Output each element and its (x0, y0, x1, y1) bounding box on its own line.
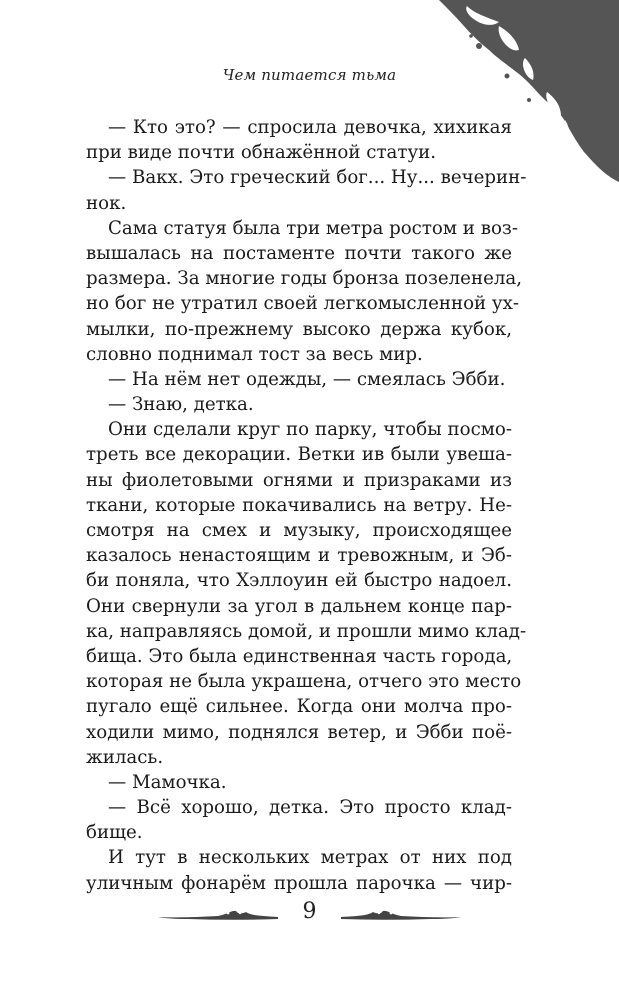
text-line: Они свернули за угол в дальнем конце пар- (86, 595, 512, 617)
text-line: смотря на смех и музыку, происходящее (86, 520, 512, 541)
text-line: ны фиолетовыми огнями и призраками из (86, 469, 512, 491)
text-line: словно поднимал тост за весь мир. (86, 343, 423, 365)
text-line: казалось ненастоящим и тревожным, и Эб- (86, 545, 512, 567)
text-line: би поняла, что Хэллоуин ей быстро надоел. (86, 570, 512, 592)
text-line: которая не была украшена, отчего это место (86, 671, 522, 693)
text-line: бище. (86, 822, 143, 844)
text-line: И тут в нескольких метрах от них под (108, 847, 512, 869)
text-line: но бог не утратил своей легкомысленной ух- (86, 293, 520, 315)
text-line: Сама статуя была три метра ростом и воз- (108, 217, 518, 239)
body-text (86, 115, 527, 896)
text-line: ка, направляясь домой, и прошли мимо клад- (86, 620, 527, 642)
page-footer (0, 896, 619, 936)
text-line: — На нём нет одежды, — смеялась Эбби. (108, 368, 506, 390)
text-line: — Вакх. Это греческий бог... Ну... вечерин- (108, 167, 527, 189)
text-line: при виде почти обнажённой статуи. (86, 142, 437, 164)
text-line: уличным фонарём прошла парочка — чир- (86, 872, 512, 894)
text-line: — Всё хорошо, детка. Это просто клад- (108, 797, 512, 819)
text-line: — Знаю, детка. (108, 394, 254, 416)
text-line: размера. За многие годы бронза позеленела, (86, 268, 523, 290)
text-line: пугало ещё сильнее. Когда они молча про- (86, 696, 512, 718)
text-line: вышалась на постаменте почти такого же (86, 242, 512, 264)
text-line: нок. (86, 192, 127, 214)
text-line: — Мамочка. (108, 771, 227, 793)
text-line: бища. Это была единственная часть города, (86, 645, 513, 667)
page-number: 9 (302, 899, 317, 924)
text-line: ткани, которые покачивались на ветру. Не- (86, 494, 512, 516)
text-line: треть все декорации. Ветки ив были увеша- (86, 444, 512, 466)
text-line: жилась. (86, 746, 164, 768)
right-ornament-icon (341, 908, 461, 922)
text-line: Они сделали круг по парку, чтобы посмо- (108, 419, 512, 441)
text-line: — Кто это? — спросила девочка, хихикая (108, 117, 512, 138)
running-head: Чем питается тьма (222, 66, 397, 84)
text-line: мылки, по-прежнему высоко держа кубок, (86, 318, 512, 340)
text-line: ходили мимо, поднялся ветер, и Эбби поё- (86, 721, 512, 743)
